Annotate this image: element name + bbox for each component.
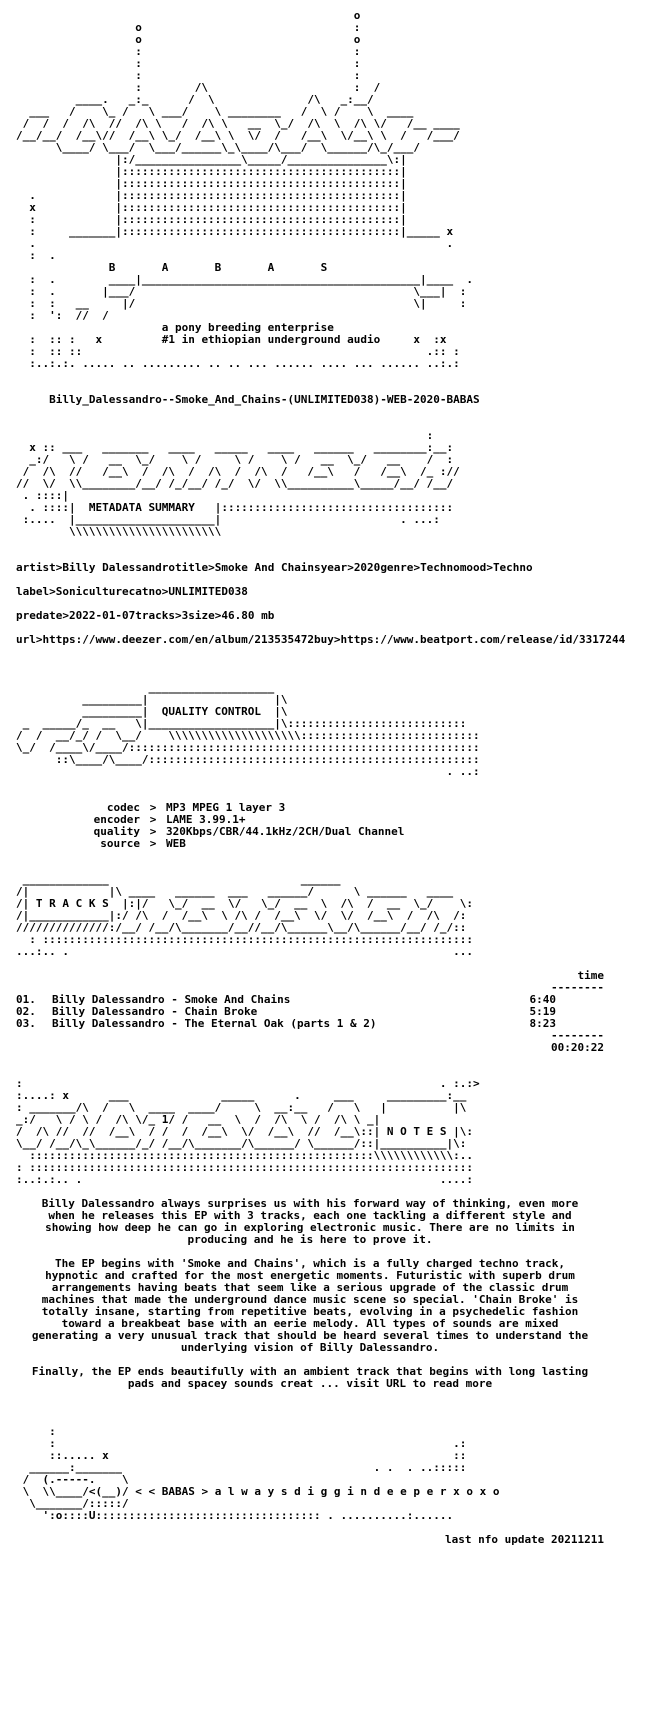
footer-slogan-line: \ \\____/<(__)/ < < BABAS > a l w a y s d i g g i n d e e p e r x o x o	[16, 1485, 500, 1498]
quality-header-top: ___________________ _________| |\	[82, 681, 288, 706]
metadata-list	[16, 562, 636, 646]
banner-frame: : . ____|__________________________________________|____ . : . |___/ \___| : : : __ |/ \| : : ': // /	[29, 273, 473, 322]
meta-row-size: size>46.80 mb	[188, 609, 275, 622]
quality-row-quality: quality > 320Kbps/CBR/44.1kHz/2CH/Dual Channel	[93, 825, 405, 838]
notes-header: / /\ // // /__\ / / / /__\ \/ /__\ // /__\::| N O T E S |\:	[16, 1125, 473, 1138]
quality-header: _________| QUALITY CONTROL |\	[16, 705, 288, 718]
notes-header-art: : . :.:> :....: x ___ _____ . ___ _________:__ : _______/\ / \ ____ ____/ \ __:__ / \ | |\ _:/ \ / \ / /\ \/_ 1/ / __ \ / /\ \ / /\ \ _|	[16, 1077, 480, 1126]
meta-row-label: label>Soniculture	[16, 585, 129, 598]
notes-paragraph-2: The EP begins with 'Smoke and Chains', which is a fully charged techno track, hypnotic and crafted for the most energetic moments. Futuristic with superb drum arrangements having beats that seem like a serious upgrade of the classic drum machines that made the underground dance music scene so special. 'Chain Broke' is totally insane, starting from repetitive beats, evolving in a psychedelic fashion toward a breakbeat base with an eerie melody. All types of sounds are mixed generating a very unusual track that should be heard several times to understand the underlying vision of Billy Dalessandro.	[31, 1257, 589, 1354]
nfo-document	[16, 10, 636, 1546]
last-update: last nfo update 20211211	[445, 1533, 604, 1546]
quality-row-encoder: encoder > LAME 3.99.1+	[93, 813, 246, 826]
meta-row-url[interactable]: url>https://www.deezer.com/en/album/213535472	[16, 633, 315, 646]
metadata-header-bottom: :.... |_____________________| . ...: \\\\\\\\\\\\\\\\\\\\\\\	[22, 513, 440, 538]
meta-row-buy[interactable]: buy>https://www.beatport.com/release/id/3317244	[314, 633, 626, 646]
quality-row-source: source > WEB	[100, 837, 186, 850]
tracks-header: /| T R A C K S |:|/ \_/ __ \/ \_/ __ \ /\ / __ \_/ \:	[16, 897, 473, 910]
track-row: 02. Billy Dalessandro - Chain Broke 5:19	[16, 1005, 556, 1018]
quality-list	[16, 802, 636, 850]
meta-row-title: title>Smoke And Chains	[174, 561, 321, 574]
meta-row-predate: predate>2022-01-07	[16, 609, 136, 622]
tracks-header-art: /|____________|:/ /\ / /__\ \ /\ / /__\ \/ \/ /__\ / /\ /: //////////////:/__/ /__/\_______/__//__/\______\__/\______/__/ /_/:: : ::::::::::::::::::::::::::::::::::::::::::::::::::::::::::::::::: ...:.. . ...	[16, 909, 473, 958]
metadata-header: . ::::| METADATA SUMMARY |:::::::::::::::::::::::::::::::::::	[16, 501, 454, 514]
notes-paragraph-1: Billy Dalessandro always surprises us with his forward way of thinking, even more when he releases this EP with 3 tracks, each one tackling a different style and showing how deep he can go in exploring electronic music. There are no limits in producing and he is here to prove it.	[41, 1197, 579, 1246]
quality-header-art: _ _____/_ __ \|___________________|\::::::::::::::::::::::::::: / / __/_/ / \__/ \\\\\\\\\\\\\\\\\\\\::::::::::::::::::::::::::: \_/ /____\/____/::::::::::::::::::::::::::::::::::::::::::::::::::::: ::\____/\____/:::::::::::::::::::::::::::::::::::::::::::::::::: . ..:	[16, 717, 480, 778]
notes-paragraph-3: Finally, the EP ends beautifully with an ambient track that begins with long lasting pads and spacey sounds creat ... visit URL to read more	[31, 1365, 589, 1390]
time-rule: --------	[551, 981, 604, 994]
logo-art: o o : o o : : : : : : : /\ : / ____. _:_ / \ /\ _:__/ ___ / \_ / \ ___/ \ ________ / \ / \ ____ / / / /\ // /\ \ / /\ \ __ \_/ /\ \ /\ \/ /__ ____ /__/__/ /__\// /__\ \_/ /__\ \ \/ / /__\ \/__\ \ / /___/ \____/ \___/ \___/______\_\____/\___/ \______/\_/___/ |:/________________\_____/_______________\:| |::::::::::::::::::::::::::::::::::::::::::| |::::::::::::::::::::::::::::::::::::::::::| . |::::::::::::::::::::::::::::::::::::::::::| x |::::::::::::::::::::::::::::::::::::::::::| : |::::::::::::::::::::::::::::::::::::::::::| : _______|::::::::::::::::::::::::::::::::::::::::::|_____ x . . : .	[16, 10, 460, 262]
footer-art: : : .: ::..... x :: ______:_______ . . . ..::::: / (.-----. \	[22, 1425, 467, 1486]
footer-bottom: \_______/:::::/ ':o::::U:::::::::::::::::::::::::::::::::: . ..........:......	[29, 1497, 454, 1522]
time-header: time	[577, 969, 604, 982]
meta-row-year: year>2020	[320, 561, 381, 574]
banner-bottom: : :: :: .:: : :..:.:. ..... .. ......... .. .. ... ...... .... ... ...... ..:.:	[29, 345, 460, 370]
total-time: 00:20:22	[551, 1041, 604, 1054]
meta-row-artist: artist>Billy Dalessandro	[16, 561, 175, 574]
meta-row-catno: catno>UNLIMITED038	[128, 585, 248, 598]
notes-header-bottom: \__/ /__/\_\______/_/ /__/\_______/\______/ \______/::|__________|\: ::::::::::::::::::::::::::::::::::::::::::::::::::::\\\\\\\\\\\\:.. : ::::::::::::::::::::::::::::::::::::::::::::::::::::::::::::::::::: :..:.:.. . ....:	[16, 1137, 473, 1186]
meta-row-genre: genre>Techno	[380, 561, 460, 574]
total-rule: --------	[551, 1029, 604, 1042]
track-row: 03. Billy Dalessandro - The Eternal Oak (parts 1 & 2) 8:23	[16, 1017, 556, 1030]
meta-row-tracks: tracks>3	[135, 609, 189, 622]
metadata-header-art: : x :: ___ _______ ____ _____ ____ ______ ________:__: _:/ \ / __ \_/ \ / \ / \ / __ \_/ __ / : / /\ // /__\ / /\ / /\ / /\ / /__\ / /__\ /_ :// // \/ \\________/__/ /_/__/ /_/ \/ \\__________\_____/__/ /__/ . ::::|	[16, 429, 460, 502]
banner-subtagline: : :: : x #1 in ethiopian underground audio x :x	[16, 333, 447, 346]
banner-letters: B A B A S	[108, 261, 328, 274]
tracks-header-top: _____________ ______ /| |\ ____ ______ ___ ______/ \ ______ ____	[16, 873, 454, 898]
release-name: Billy_Dalessandro--Smoke_And_Chains-(UNLIMITED038)-WEB-2020-BABAS	[49, 393, 480, 406]
banner-tagline: a pony breeding enterprise	[161, 321, 334, 334]
quality-row-codec: codec > MP3 MPEG 1 layer 3	[106, 801, 286, 814]
track-row: 01. Billy Dalessandro - Smoke And Chains 6:40	[16, 993, 556, 1006]
meta-row-mood: mood>Techno	[459, 561, 533, 574]
